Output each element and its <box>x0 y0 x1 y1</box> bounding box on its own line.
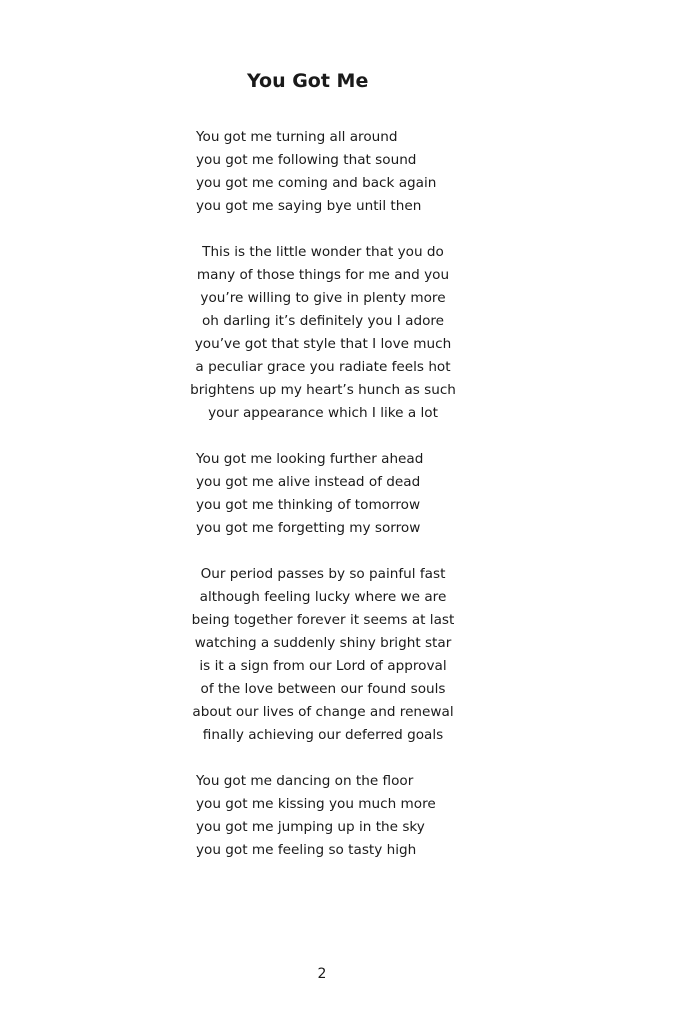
page-number: 2 <box>317 966 327 982</box>
poem-line: You got me turning all around <box>196 129 398 145</box>
poem-line: you got me jumping up in the sky <box>196 819 425 835</box>
poem-line: of the love between our found souls <box>200 681 446 697</box>
poem-line: many of those things for me and you <box>196 267 450 283</box>
poem-line: a peculiar grace you radiate feels hot <box>195 359 451 375</box>
poem-line: is it a sign from our Lord of approval <box>199 658 447 674</box>
poem-line: you got me alive instead of dead <box>196 474 421 490</box>
poem-line: watching a suddenly shiny bright star <box>194 635 452 651</box>
poem-line: you got me feeling so tasty high <box>196 842 417 858</box>
poem-line: brightens up my heart’s hunch as such <box>190 382 456 398</box>
stanza-2 <box>182 241 464 425</box>
poem-line: your appearance which I like a lot <box>208 405 438 421</box>
poem-line: This is the little wonder that you do <box>202 244 444 260</box>
poem-line: about our lives of change and renewal <box>192 704 454 720</box>
poem-title: You Got Me <box>247 70 369 92</box>
poem-line: being together forever it seems at last <box>191 612 455 628</box>
poem-line: you got me saying bye until then <box>196 198 422 214</box>
stanza-4 <box>182 563 464 747</box>
poem-line: Our period passes by so painful fast <box>200 566 446 582</box>
stanza-5 <box>182 770 464 862</box>
poem-line: you’ve got that style that I love much <box>194 336 452 352</box>
poem-line: you got me coming and back again <box>196 175 437 191</box>
poem-line: finally achieving our deferred goals <box>202 727 444 743</box>
poem-body <box>182 126 464 885</box>
stanza-3 <box>182 448 464 540</box>
stanza-1 <box>182 126 464 218</box>
poem-line: you’re willing to give in plenty more <box>200 290 446 306</box>
poem-line: you got me kissing you much more <box>196 796 436 812</box>
poem-line: although feeling lucky where we are <box>199 589 447 605</box>
poem-line: you got me thinking of tomorrow <box>196 497 421 513</box>
poem-line: you got me following that sound <box>196 152 417 168</box>
poem-line: You got me looking further ahead <box>196 451 424 467</box>
poem-line: oh darling it’s definitely you I adore <box>201 313 445 329</box>
poem-line: you got me forgetting my sorrow <box>196 520 421 536</box>
poem-line: You got me dancing on the floor <box>196 773 414 789</box>
